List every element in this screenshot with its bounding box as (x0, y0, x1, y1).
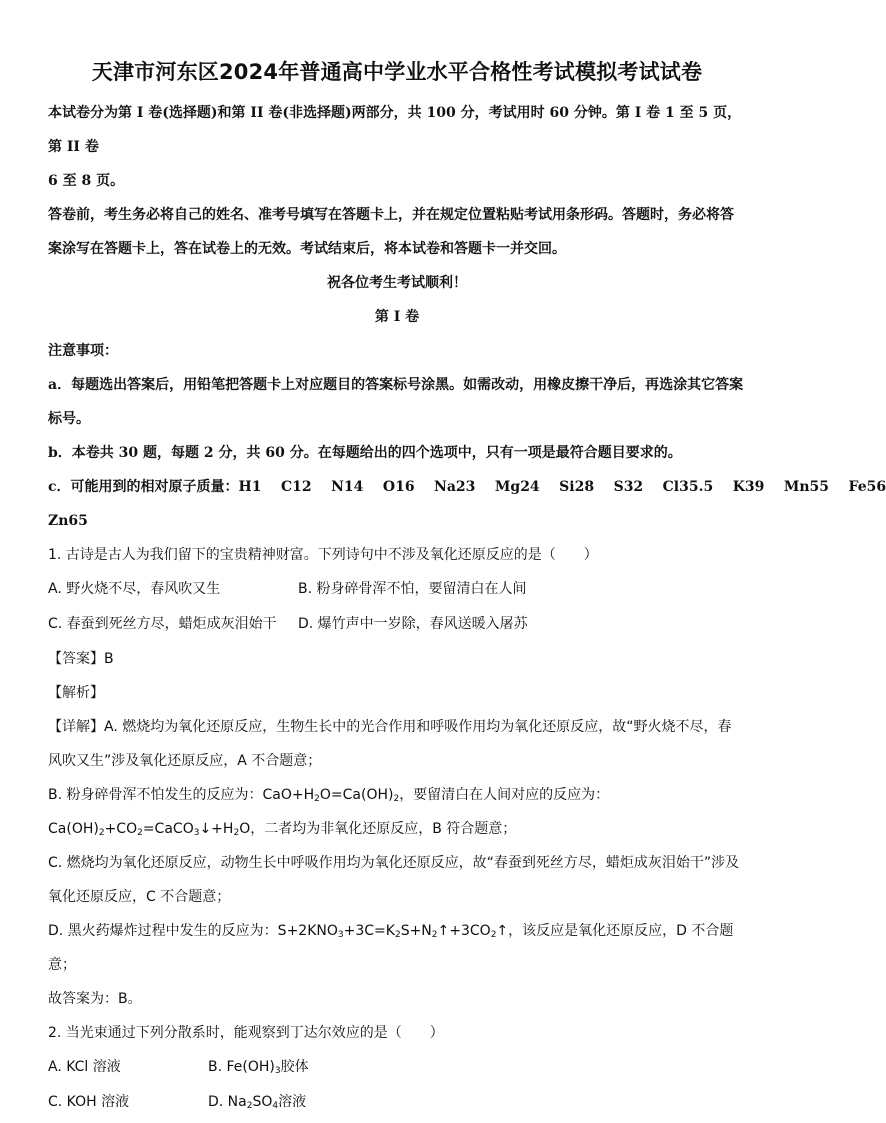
question-1-options-row-1 (48, 572, 746, 607)
note-c-line-1: c．可能用到的相对原子质量：H1 C12 N14 O16 Na23 Mg24 Si28 S32 Cl35.5 K39 Mn55 Fe56 (48, 479, 886, 495)
question-2-options-row-2 (48, 1085, 746, 1120)
question-1-option-a: A. 野火烧不尽，春风吹又生 (48, 581, 221, 597)
question-1-detail-a-line-2: 风吹又生”涉及氧化还原反应，A 不合题意； (48, 753, 322, 769)
exam-title: 天津市河东区2024年普通高中学业水平合格性考试模拟考试试卷 (91, 60, 703, 84)
question-1-option-c: C. 春蚕到死丝方尽，蜡炬成灰泪始干 (48, 616, 277, 632)
intro-line-3: 答卷前，考生务必将自己的姓名、准考号填写在答题卡上，并在规定位置粘贴考试用条形码。答题时，务必将答 (48, 207, 734, 223)
question-1-detail-d: D. 黑火药爆炸过程中发生的反应为：$S+2KNO_3+3C=K_2S+N_2↑+3CO_2↑$，该反应是氧化还原反应，D 不合题意； (48, 923, 734, 973)
question-2-options-row-1 (48, 1050, 746, 1085)
question-1-detail-b-line-2: $Ca(OH)_2+CO_2=CaCO_3↓+H_2O$，二者均为非氧化还原反应，B 符合题意； (48, 821, 517, 838)
note-c-line-2: Zn65 (48, 513, 88, 529)
question-1-option-d: D. 爆竹声中一岁除，春风送暖入屠苏 (298, 616, 528, 632)
note-a-line-2: 标号。 (48, 411, 90, 427)
question-2-option-d: D. $Na_2SO_4$溶液 (208, 1094, 307, 1111)
question-1-detail-a-line-1: 【详解】A. 燃烧均为氧化还原反应，生物生长中的光合作用和呼吸作用均为氧化还原反应，故“野火烧不尽，春 (48, 719, 732, 735)
question-2-option-a: A. KCl 溶液 (48, 1059, 121, 1075)
intro-line-2: 6 至 8 页。 (48, 173, 125, 189)
question-1-stem: 1. 古诗是古人为我们留下的宝贵精神财富。下列诗句中不涉及氧化还原反应的是（ ） (48, 547, 598, 563)
good-luck-line: 祝各位考生考试顺利！ (327, 275, 467, 291)
question-1-detail-c-line-1: C. 燃烧均为氧化还原反应，动物生长中呼吸作用均为氧化还原反应，故“春蚕到死丝方尽，蜡炬成灰泪始干”涉及 (48, 855, 740, 871)
question-1-conclusion: 故答案为：B。 (48, 991, 142, 1007)
question-1-detail-b-line-1: B. 粉身碎骨浑不怕发生的反应为：$CaO+H_2O=Ca(OH)_2$，要留清白在人间对应的反应为： (48, 787, 610, 804)
question-1-detail-c-line-2: 氧化还原反应，C 不合题意； (48, 889, 231, 905)
question-2-option-c: C. KOH 溶液 (48, 1094, 130, 1110)
intro-line-1: 本试卷分为第 I 卷(选择题)和第 II 卷(非选择题)两部分，共 100 分，考试用时 60 分钟。第 I 卷 1 至 5 页，第 II 卷 (48, 105, 742, 155)
question-1-options-row-2 (48, 607, 746, 642)
question-1-answer: 【答案】B (48, 651, 114, 667)
question-1-analysis-heading: 【解析】 (48, 685, 104, 701)
note-b: b．本卷共 30 题，每题 2 分，共 60 分。在每题给出的四个选项中，只有一项是最符合题目要求的。 (48, 445, 682, 461)
intro-line-4: 案涂写在答题卡上，答在试卷上的无效。考试结束后，将本试卷和答题卡一并交回。 (48, 241, 566, 257)
note-a-line-1: a．每题选出答案后，用铅笔把答题卡上对应题目的答案标号涂黑。如需改动，用橡皮擦干净后，再选涂其它答案 (48, 377, 744, 393)
question-2-stem: 2. 当光束通过下列分散系时，能观察到丁达尔效应的是（ ） (48, 1025, 444, 1041)
part-heading: 第 I 卷 (374, 309, 420, 325)
question-2-option-b: B. $Fe(OH)_3$胶体 (208, 1059, 309, 1076)
question-1-option-b: B. 粉身碎骨浑不怕，要留清白在人间 (298, 581, 527, 597)
notes-heading: 注意事项： (48, 343, 118, 359)
